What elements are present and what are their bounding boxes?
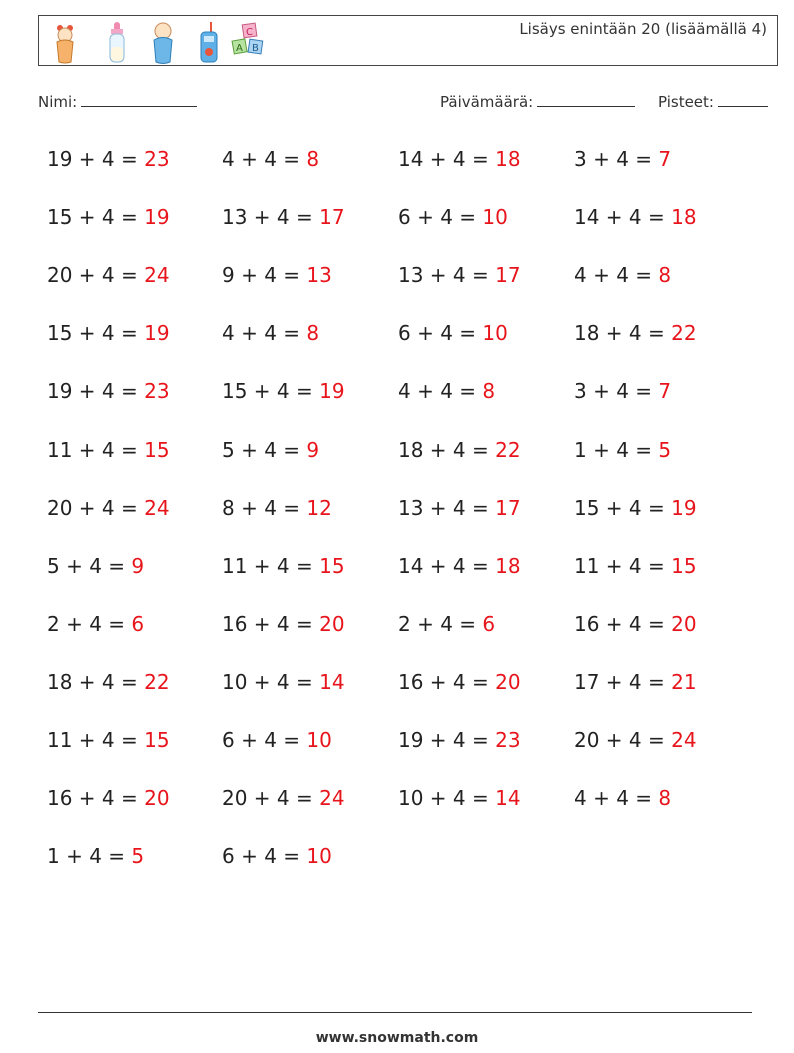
problem-item (222, 321, 319, 345)
problem-question: 4 + 4 = (574, 786, 659, 810)
problem-item (222, 728, 332, 752)
problem-question: 19 + 4 = (47, 379, 145, 403)
problem-question: 18 + 4 = (574, 321, 672, 345)
problem-question: 11 + 4 = (47, 728, 145, 752)
problem-question: 6 + 4 = (222, 844, 307, 868)
svg-text:A: A (236, 43, 243, 54)
problem-answer: 22 (495, 438, 521, 462)
problem-answer: 15 (144, 438, 170, 462)
problem-item (222, 670, 345, 694)
problem-question: 3 + 4 = (574, 147, 659, 171)
problem-item (398, 554, 521, 578)
problem-question: 1 + 4 = (47, 844, 132, 868)
problem-answer: 14 (319, 670, 345, 694)
problem-question: 19 + 4 = (47, 147, 145, 171)
problem-question: 9 + 4 = (222, 263, 307, 287)
baby-bottle-icon (105, 20, 129, 64)
problem-answer: 10 (482, 321, 508, 345)
problem-answer: 17 (495, 496, 521, 520)
problem-item (574, 786, 671, 810)
problem-item (47, 844, 144, 868)
score-field[interactable] (658, 92, 768, 111)
problem-answer: 17 (319, 205, 345, 229)
problem-answer: 17 (495, 263, 521, 287)
problem-question: 4 + 4 = (398, 379, 483, 403)
problem-question: 10 + 4 = (398, 786, 496, 810)
problem-answer: 20 (319, 612, 345, 636)
problem-item (398, 612, 495, 636)
problem-question: 10 + 4 = (222, 670, 320, 694)
problem-answer: 5 (658, 438, 672, 462)
problem-answer: 14 (495, 786, 521, 810)
problem-question: 14 + 4 = (574, 205, 672, 229)
problem-answer: 21 (671, 670, 697, 694)
problem-question: 8 + 4 = (222, 496, 307, 520)
problem-item (47, 379, 170, 403)
problem-answer: 23 (144, 379, 170, 403)
baby-boy-icon (151, 20, 175, 64)
name-label: Nimi: (38, 93, 78, 111)
problem-answer: 20 (671, 612, 697, 636)
problem-question: 14 + 4 = (398, 554, 496, 578)
problem-question: 15 + 4 = (574, 496, 672, 520)
problem-answer: 24 (671, 728, 697, 752)
problem-item (574, 147, 671, 171)
problem-answer: 8 (658, 263, 672, 287)
problem-answer: 19 (319, 379, 345, 403)
problem-item (47, 147, 170, 171)
problem-question: 5 + 4 = (47, 554, 132, 578)
problem-item (398, 728, 521, 752)
problem-question: 16 + 4 = (398, 670, 496, 694)
problem-item (574, 205, 697, 229)
problem-question: 4 + 4 = (222, 147, 307, 171)
baby-girl-icon (53, 20, 77, 64)
problem-answer: 10 (306, 844, 332, 868)
problem-question: 11 + 4 = (222, 554, 320, 578)
problem-question: 1 + 4 = (574, 438, 659, 462)
problem-answer: 13 (306, 263, 332, 287)
problem-item (398, 147, 521, 171)
problem-item (398, 670, 521, 694)
problem-question: 16 + 4 = (222, 612, 320, 636)
problem-question: 15 + 4 = (47, 205, 145, 229)
problem-question: 20 + 4 = (47, 263, 145, 287)
problem-item (47, 612, 144, 636)
problem-question: 4 + 4 = (574, 263, 659, 287)
name-field[interactable] (38, 92, 197, 111)
problem-answer: 10 (482, 205, 508, 229)
problem-item (47, 496, 170, 520)
problem-item (222, 612, 345, 636)
problem-answer: 9 (306, 438, 320, 462)
problem-question: 2 + 4 = (47, 612, 132, 636)
problem-item (222, 379, 345, 403)
problem-answer: 8 (306, 321, 320, 345)
problem-item (574, 496, 697, 520)
worksheet-title: Lisäys enintään 20 (lisäämällä 4) (519, 20, 767, 38)
problem-answer: 24 (319, 786, 345, 810)
date-label: Päivämäärä: (440, 93, 534, 111)
problem-answer: 22 (671, 321, 697, 345)
problem-item (222, 786, 345, 810)
problem-item (398, 438, 521, 462)
svg-text:C: C (246, 27, 253, 38)
problem-question: 20 + 4 = (47, 496, 145, 520)
problem-answer: 20 (144, 786, 170, 810)
problem-answer: 18 (495, 147, 521, 171)
problem-item (398, 321, 508, 345)
problem-question: 20 + 4 = (574, 728, 672, 752)
problem-item (222, 147, 319, 171)
problem-answer: 18 (671, 205, 697, 229)
footer-url: www.snowmath.com (315, 1030, 479, 1046)
problem-answer: 8 (482, 379, 496, 403)
problem-answer: 6 (131, 612, 145, 636)
problem-item (222, 844, 332, 868)
problem-question: 14 + 4 = (398, 147, 496, 171)
date-field[interactable] (440, 92, 635, 111)
problem-item (574, 554, 697, 578)
problem-question: 20 + 4 = (222, 786, 320, 810)
problem-item (574, 263, 671, 287)
problem-item (574, 438, 671, 462)
problem-answer: 19 (144, 321, 170, 345)
problem-answer: 18 (495, 554, 521, 578)
problem-question: 17 + 4 = (574, 670, 672, 694)
problem-item (574, 612, 697, 636)
problem-answer: 5 (131, 844, 145, 868)
problem-item (47, 728, 170, 752)
problem-answer: 15 (144, 728, 170, 752)
svg-text:B: B (252, 43, 259, 54)
problem-question: 13 + 4 = (222, 205, 320, 229)
worksheet-header (38, 15, 778, 66)
problem-item (47, 205, 170, 229)
problem-question: 19 + 4 = (398, 728, 496, 752)
problem-question: 13 + 4 = (398, 496, 496, 520)
problem-answer: 19 (144, 205, 170, 229)
footer-divider (38, 1012, 752, 1013)
baby-monitor-icon (197, 20, 221, 64)
problem-item (398, 496, 521, 520)
problem-item (47, 438, 170, 462)
problem-answer: 22 (144, 670, 170, 694)
problem-answer: 8 (306, 147, 320, 171)
problem-answer: 7 (658, 379, 672, 403)
problem-question: 16 + 4 = (574, 612, 672, 636)
problem-answer: 6 (482, 612, 496, 636)
problem-answer: 12 (306, 496, 332, 520)
problem-item (398, 263, 521, 287)
abc-blocks-icon (229, 20, 269, 64)
problem-answer: 7 (658, 147, 672, 171)
problem-answer: 24 (144, 263, 170, 287)
problem-item (47, 321, 170, 345)
problem-item (398, 786, 521, 810)
problem-item (574, 670, 697, 694)
problem-question: 2 + 4 = (398, 612, 483, 636)
problem-item (574, 321, 697, 345)
problem-question: 4 + 4 = (222, 321, 307, 345)
problem-question: 11 + 4 = (47, 438, 145, 462)
problem-answer: 15 (319, 554, 345, 578)
score-blank[interactable] (718, 92, 768, 107)
problem-answer: 15 (671, 554, 697, 578)
name-blank[interactable] (81, 92, 197, 107)
problem-item (47, 670, 170, 694)
problem-question: 13 + 4 = (398, 263, 496, 287)
problem-item (47, 554, 144, 578)
date-blank[interactable] (537, 92, 635, 107)
problem-answer: 9 (131, 554, 145, 578)
problem-answer: 23 (495, 728, 521, 752)
problem-item (398, 379, 495, 403)
problem-question: 15 + 4 = (47, 321, 145, 345)
problem-question: 6 + 4 = (222, 728, 307, 752)
problem-question: 3 + 4 = (574, 379, 659, 403)
problem-question: 6 + 4 = (398, 205, 483, 229)
problem-item (222, 205, 345, 229)
problem-item (222, 496, 332, 520)
problem-item (574, 728, 697, 752)
problem-question: 15 + 4 = (222, 379, 320, 403)
problem-item (222, 554, 345, 578)
problem-item (47, 786, 170, 810)
score-label: Pisteet: (658, 93, 714, 111)
problem-answer: 23 (144, 147, 170, 171)
problem-item (222, 438, 319, 462)
problem-question: 11 + 4 = (574, 554, 672, 578)
problem-question: 16 + 4 = (47, 786, 145, 810)
problem-item (398, 205, 508, 229)
problem-question: 5 + 4 = (222, 438, 307, 462)
problem-answer: 19 (671, 496, 697, 520)
problem-question: 18 + 4 = (47, 670, 145, 694)
problem-question: 6 + 4 = (398, 321, 483, 345)
problem-item (222, 263, 332, 287)
problem-answer: 10 (306, 728, 332, 752)
problem-item (47, 263, 170, 287)
problem-answer: 20 (495, 670, 521, 694)
problem-question: 18 + 4 = (398, 438, 496, 462)
problem-item (574, 379, 671, 403)
problem-answer: 8 (658, 786, 672, 810)
problem-answer: 24 (144, 496, 170, 520)
